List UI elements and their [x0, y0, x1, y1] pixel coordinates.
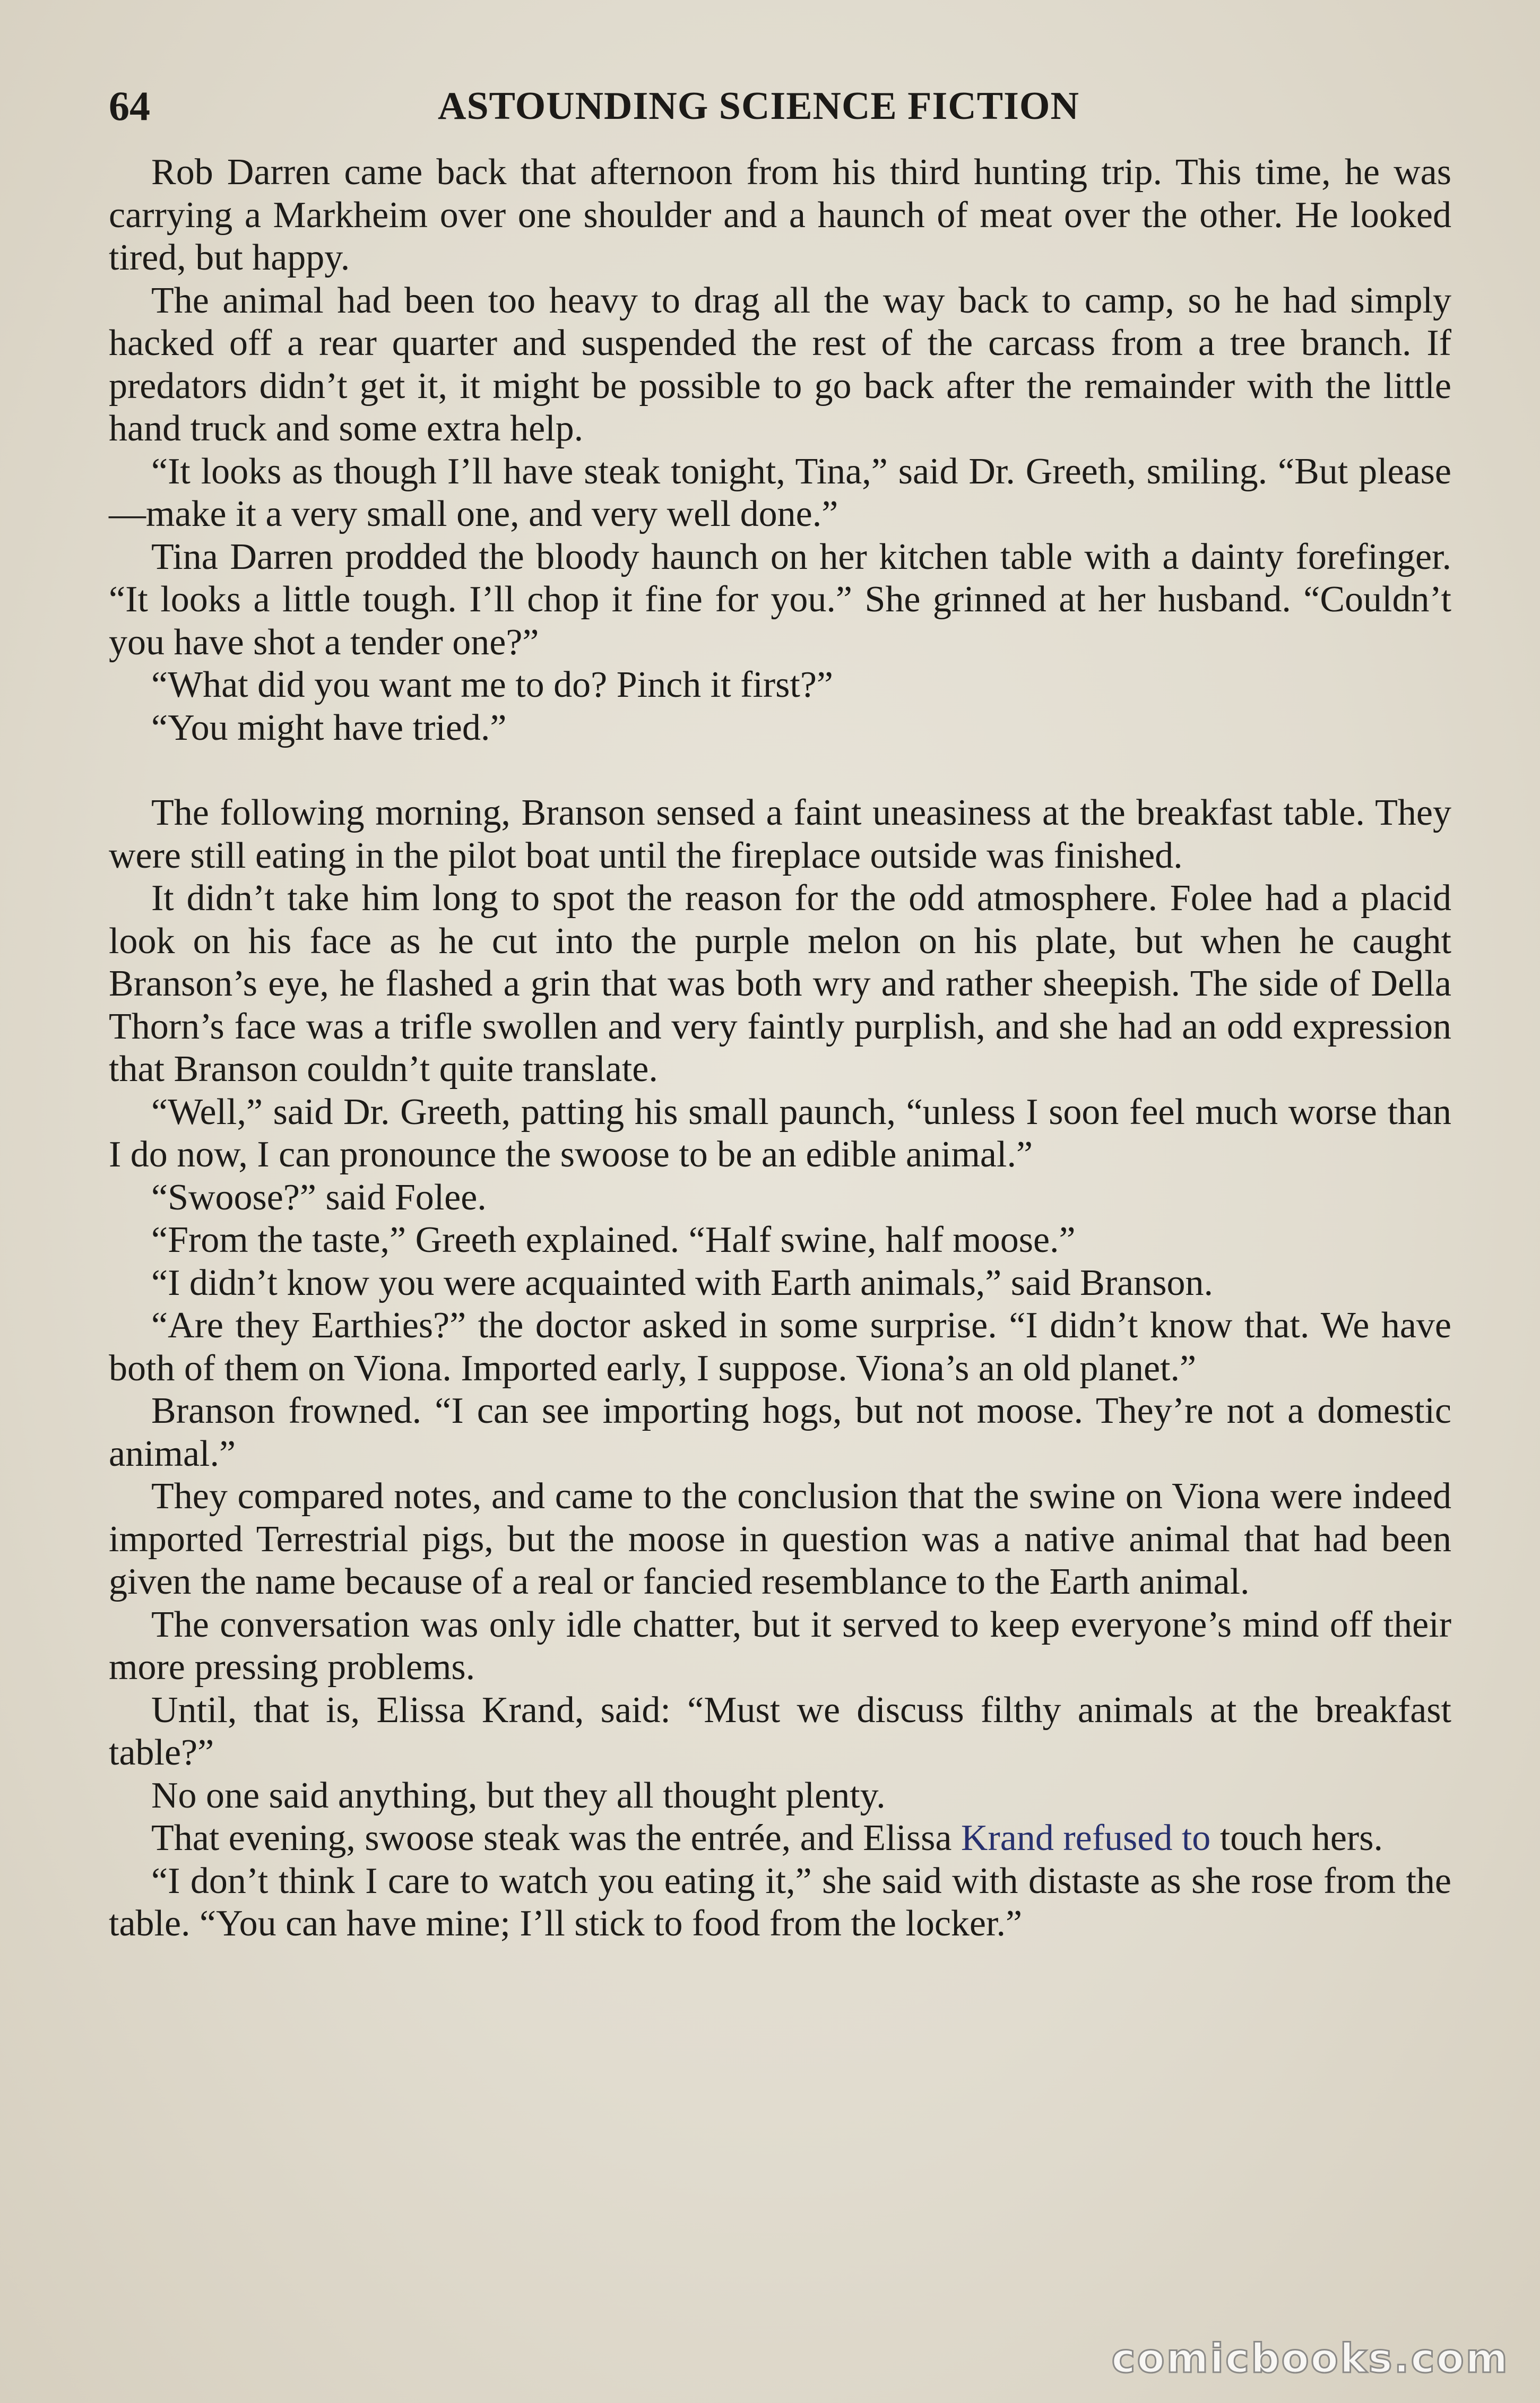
paragraph: “What did you want me to do? Pinch it first?”: [151, 664, 833, 705]
paragraph: “Well,” said Dr. Greeth, patting his small paunch, “unless I soon feel much worse than I do now, I can pronounce the swoose to be an edible animal.”: [109, 1091, 1451, 1175]
paragraph: No one said anything, but they all thought plenty.: [151, 1775, 886, 1816]
paragraph: “From the taste,” Greeth explained. “Half swine, half moose.”: [151, 1220, 1076, 1260]
body-text: [109, 151, 1451, 1946]
paragraph: Until, that is, Elissa Krand, said: “Must we discuss filthy animals at the breakfast table?”: [109, 1689, 1451, 1773]
paragraph: They compared notes, and came to the conclusion that the swine on Viona were indeed imported Terrestrial pigs, but the moose in question was a native animal that had been given the name because of a real or fancied resemblance to the Earth animal.: [109, 1476, 1451, 1602]
paragraph: “I don’t think I care to watch you eating it,” she said with distaste as she rose from the table. “You can have mine; I’ll stick to food from the locker.”: [109, 1860, 1451, 1944]
paragraph: “It looks as though I’ll have steak tonight, Tina,” said Dr. Greeth, smiling. “But please—make it a very small one, and very well done.”: [109, 451, 1451, 534]
paragraph: “I didn’t know you were acquainted with Earth animals,” said Branson.: [151, 1262, 1213, 1303]
paragraph: The following morning, Branson sensed a faint uneasiness at the breakfast table. They were still eating in the pilot boat until the fireplace outside was finished.: [109, 792, 1451, 876]
paragraph: Rob Darren came back that afternoon from his third hunting trip. This time, he was carrying a Markheim over one shoulder and a haunch of meat over the other. He looked tired, but happy.: [109, 152, 1451, 278]
paragraph: “Are they Earthies?” the doctor asked in some surprise. “I didn’t know that. We have both of them on Viona. Imported early, I suppose. Viona’s an old planet.”: [109, 1305, 1451, 1389]
running-title: ASTOUNDING SCIENCE FICTION: [438, 84, 1079, 128]
page-number: 64: [109, 83, 150, 129]
paragraph-text: That evening, swoose steak was the entrée, and Elissa: [151, 1818, 952, 1859]
paragraph: Branson frowned. “I can see importing hogs, but not moose. They’re not a domestic animal.”: [109, 1390, 1451, 1474]
paragraph: The conversation was only idle chatter, but it served to keep everyone’s mind off their more pressing problems.: [109, 1604, 1451, 1688]
paragraph: The animal had been too heavy to drag all the way back to camp, so he had simply hacked off a rear quarter and suspended the rest of the carcass from a tree branch. If predators didn’t get it, it might be possible to go back after the remainder with the little hand truck and some extra help.: [109, 280, 1451, 449]
paragraph: [109, 1817, 1451, 1860]
paragraph-text: touch hers.: [1219, 1818, 1383, 1859]
paragraph: “Swoose?” said Folee.: [151, 1177, 487, 1218]
watermark-logo: comicbooks.com: [1111, 2335, 1509, 2382]
paragraph: “You might have tried.”: [151, 707, 507, 748]
ink-annotated-text: Krand refused to: [961, 1818, 1211, 1859]
paragraph: It didn’t take him long to spot the reason for the odd atmosphere. Folee had a placid look on his face as he cut into the purple melon on his plate, but when he caught Branson’s eye, he flashed a grin that was both wry and rather sheepish. The side of Della Thorn’s face was a trifle swollen and very faintly purplish, and she had an odd expression that Branson couldn’t quite translate.: [109, 878, 1451, 1090]
page-header: [109, 80, 1435, 138]
paragraph: Tina Darren prodded the bloody haunch on her kitchen table with a dainty forefinger. “It looks a little tough. I’ll chop it fine for you.” She grinned at her husband. “Couldn’t you have shot a tender one?”: [109, 536, 1451, 663]
